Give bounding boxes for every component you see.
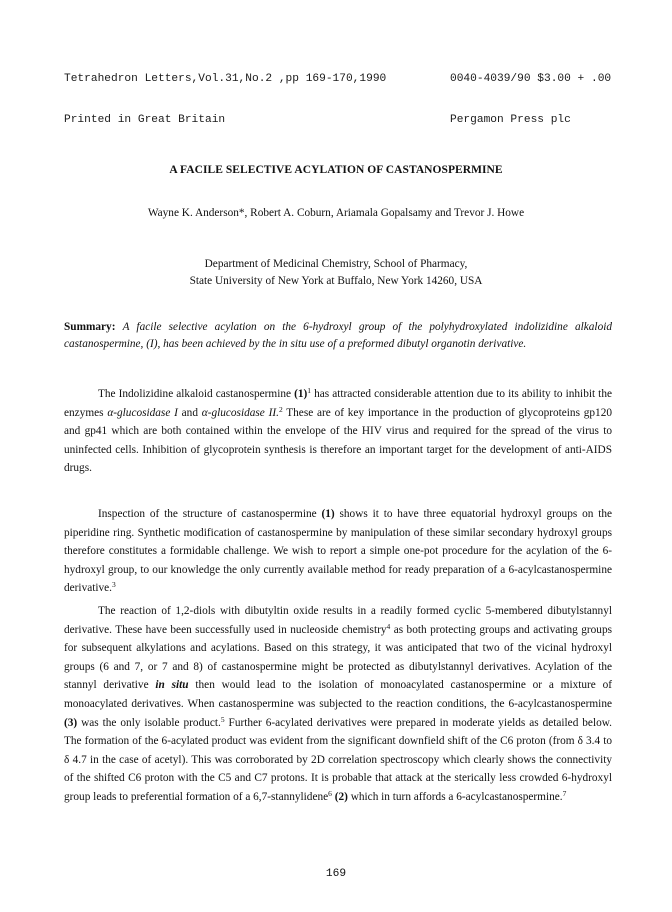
para1-text-3: and (177, 406, 202, 419)
para3-text-2: as both protecting groups and activating groups for subsequent alkylations and acylations. Based on this strategy, it was anticipated that two of the vicinal hydroxyl groups (6 and 7, or 7 and 8) of castanospermine might be protected as dibutylstannyl derivatives. Acylation of the stannyl derivative (64, 623, 613, 692)
header-journal-citation: Tetrahedron Letters,Vol.31,No.2 ,pp 169-170,1990 (64, 73, 387, 85)
para2-text-2: shows it to have three equatorial hydroxyl groups on the piperidine ring. Synthetic modification of castanospermine by manipulation of these similar secondary hydroxyl groups therefore constitutes a formidable challenge. We wish to report a simple one-pot procedure for the acylation of the 6-hydroxyl group, to our knowledge the only currently available method for ready preparation of a 6-acylcastanospermine derivative. (64, 508, 613, 595)
citation-ref-7: 7 (562, 788, 567, 798)
header-issn-price: 0040-4039/90 $3.00 + .00 (450, 73, 612, 85)
header-citation (64, 46, 386, 154)
summary-text: A facile selective acylation on the 6-hydroxyl group of the polyhydroxylated indolizidine alkaloid castanospermine, (I), has been achieved by the in situ use of a preformed dibutyl organotin derivative. (64, 321, 613, 351)
para1-text-2: has attracted considerable attention due to its ability to inhibit the enzymes (64, 388, 612, 419)
para3-text-3: then would lead to the isolation of monoacylated castanospermine or a mixture of monoacylated derivatives. When castanospermine was subjected to the reaction conditions, the 6-acylcastanospermine (64, 679, 613, 710)
body-paragraph-2 (64, 505, 612, 598)
para1-text-4: These are of key importance in the production of glycoproteins gp120 and gp41 which are both contained within the envelope of the HIV virus and required for the spread of the virus to uninfected cells. Inhibition of glycoprotein synthesis is therefore an important target for the development of anti-AIDS drugs. (64, 406, 613, 475)
para1-text-1: The Indolizidine alkaloid castanospermine (98, 388, 295, 400)
para3-text-1: The reaction of 1,2-diols with dibutyltin oxide results in a readily formed cyclic 5-membered dibutylstannyl derivative. These have been successfully used in nucleoside chemistry (64, 605, 612, 636)
citation-ref-2: 2 (278, 404, 283, 414)
abstract-summary (64, 319, 612, 354)
para3-text-4: was the only isolable product. (77, 716, 221, 729)
article-authors: Wayne K. Anderson*, Robert A. Coburn, Ariamala Gopalsamy and Trevor J. Howe (147, 207, 525, 219)
compound-ref-1: (1) (294, 388, 308, 400)
citation-ref-6: 6 (328, 788, 332, 798)
affiliation-line-2: State University of New York at Buffalo, New York 14260, USA (189, 275, 483, 287)
para3-text-7: which in turn affords a 6-acylcastanospermine. (347, 790, 563, 803)
enzyme-name-2: α-glucosidase II. (201, 406, 279, 419)
citation-ref-4: 4 (386, 621, 391, 631)
header-printed-in: Printed in Great Britain (64, 113, 226, 126)
citation-ref-5: 5 (220, 714, 225, 724)
citation-ref-3: 3 (112, 580, 116, 590)
compound-ref-1b: (1) (321, 508, 335, 520)
para3-text-5: Further 6-acylated derivatives were prepared in moderate yields as detailed below. The formation of the 6-acylated product was evident from the significant downfield shift of the C6 proton (from δ 3.4 to δ 4.7 in the case of acetyl). This was corroborated by 2D correlation spectroscopy which clearly shows the connectivity of the shifted C6 proton with the C5 and C7 protons. It is probable that attack at the sterically less crowded 6-hydroxyl group leads to preferential formation of a 6,7-stannylidene (64, 716, 612, 803)
enzyme-name-1: α-glucosidase I (107, 406, 178, 419)
header-publisher (450, 46, 611, 154)
article-title: A FACILE SELECTIVE ACYLATION OF CASTANOSPERMINE (169, 164, 503, 176)
citation-ref-1: 1 (307, 386, 312, 395)
para2-text-1: Inspection of the structure of castanospermine (98, 508, 322, 520)
header-publisher-name: Pergamon Press plc (450, 113, 571, 126)
compound-ref-2: (2) (334, 790, 348, 803)
in-situ-term: in situ (155, 679, 189, 692)
body-paragraph-1 (64, 385, 612, 478)
compound-ref-3: (3) (64, 716, 78, 729)
summary-label: Summary: (64, 321, 116, 333)
affiliation-line-1: Department of Medicinal Chemistry, School of Pharmacy, (204, 258, 468, 270)
page-number: 169 (325, 868, 347, 880)
body-paragraph-3 (64, 602, 612, 807)
author-affiliation (0, 256, 672, 290)
